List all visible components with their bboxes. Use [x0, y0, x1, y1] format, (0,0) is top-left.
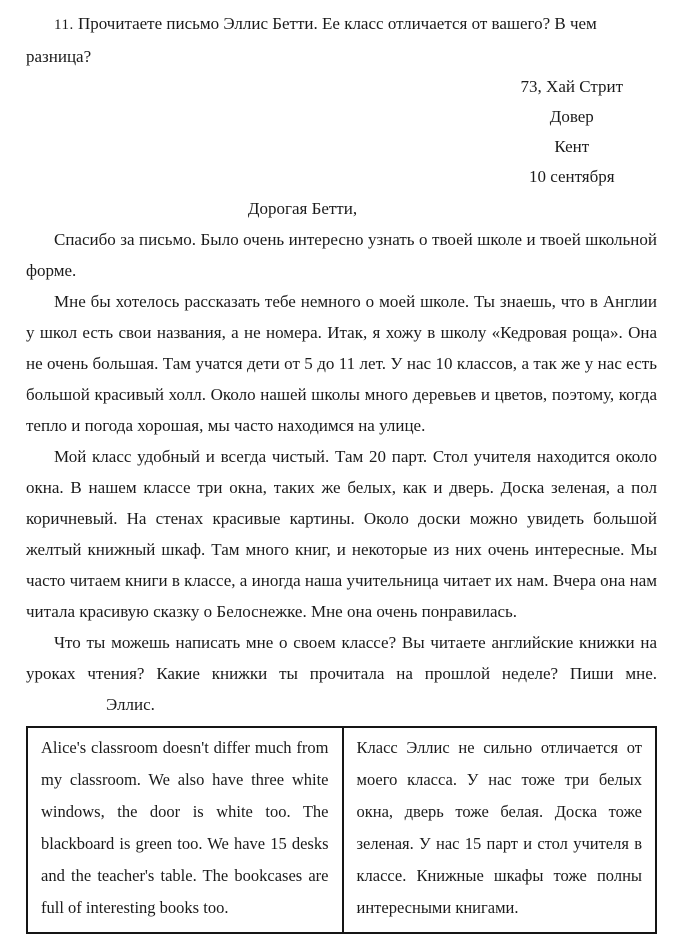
- letter-paragraph-3: Мой класс удобный и всегда чистый. Там 20 парт. Стол учителя находится около окна. В нашем классе три окна, таких же белых, как и дверь. Доска зеленая, а пол коричневый. На стенах красивые картины. Около доски можно увидеть большой желтый книжный шкаф. Там много книг, и некоторые из них очень интересные. Мы часто читаем книги в классе, а иногда наша учительница читает их нам. Вчера она нам читала красивую сказку о Белоснежке. Мне она очень понравилась.: [26, 447, 657, 621]
- translation-table: [26, 726, 657, 934]
- address-line-city: Довер: [549, 107, 594, 126]
- task-number: 11.: [54, 17, 74, 33]
- letter-paragraph-2: Мне бы хотелось рассказать тебе немного о моей школе. Ты знаешь, что в Англии у школ есть свои названия, а не номера. Итак, я хожу в школу «Кедровая роща». Она не очень большая. Там учатся дети от 5 до 11 лет. У нас 10 классов, а так же у нас есть большой красивый холл. Около нашей школы много деревьев и цветов, поэтому, когда тепло и погода хорошая, мы часто находимся на улице.: [26, 292, 657, 435]
- russian-answer-text: Класс Эллис не сильно отличается от моего класса. У нас тоже три белых окна, дверь тоже белая. Доска тоже зеленая. У нас 15 парт и стол учителя в классе. Книжные шкафы тоже полны интересными книгами.: [356, 738, 642, 917]
- letter-paragraph-4-text: Что ты можешь написать мне о своем классе? Вы читаете английские книжки на уроках чтения? Какие книжки ты прочитала на прошлой неделе? Пиши мне.: [26, 633, 657, 683]
- letter-salutation: Дорогая Бетти,: [247, 199, 358, 218]
- translation-table-russian-cell: [342, 728, 656, 932]
- task-instruction-text: Прочитаете письмо Эллис Бетти. Ее класс отличается от вашего? В чем разница?: [26, 14, 597, 66]
- letter-paragraph-1: Спасибо за письмо. Было очень интересно узнать о твоей школе и твоей школьной форме.: [26, 230, 657, 280]
- letter-address-block: [521, 72, 623, 192]
- letter-signature: Эллис.: [106, 695, 155, 714]
- english-answer-text: Alice's classroom doesn't differ much from my classroom. We also have three white windows, the door is white too. The blackboard is green too. We have 15 desks and the teacher's table. The bookcases are full of interesting books too.: [41, 738, 329, 917]
- address-line-county: Кент: [554, 137, 590, 156]
- letter-paragraph-4: [26, 627, 657, 720]
- address-line-date: 10 сентября: [528, 167, 615, 186]
- address-line-street: 73, Хай Стрит: [520, 77, 623, 96]
- translation-table-english-cell: [28, 728, 342, 932]
- task-instruction-line: [26, 8, 657, 72]
